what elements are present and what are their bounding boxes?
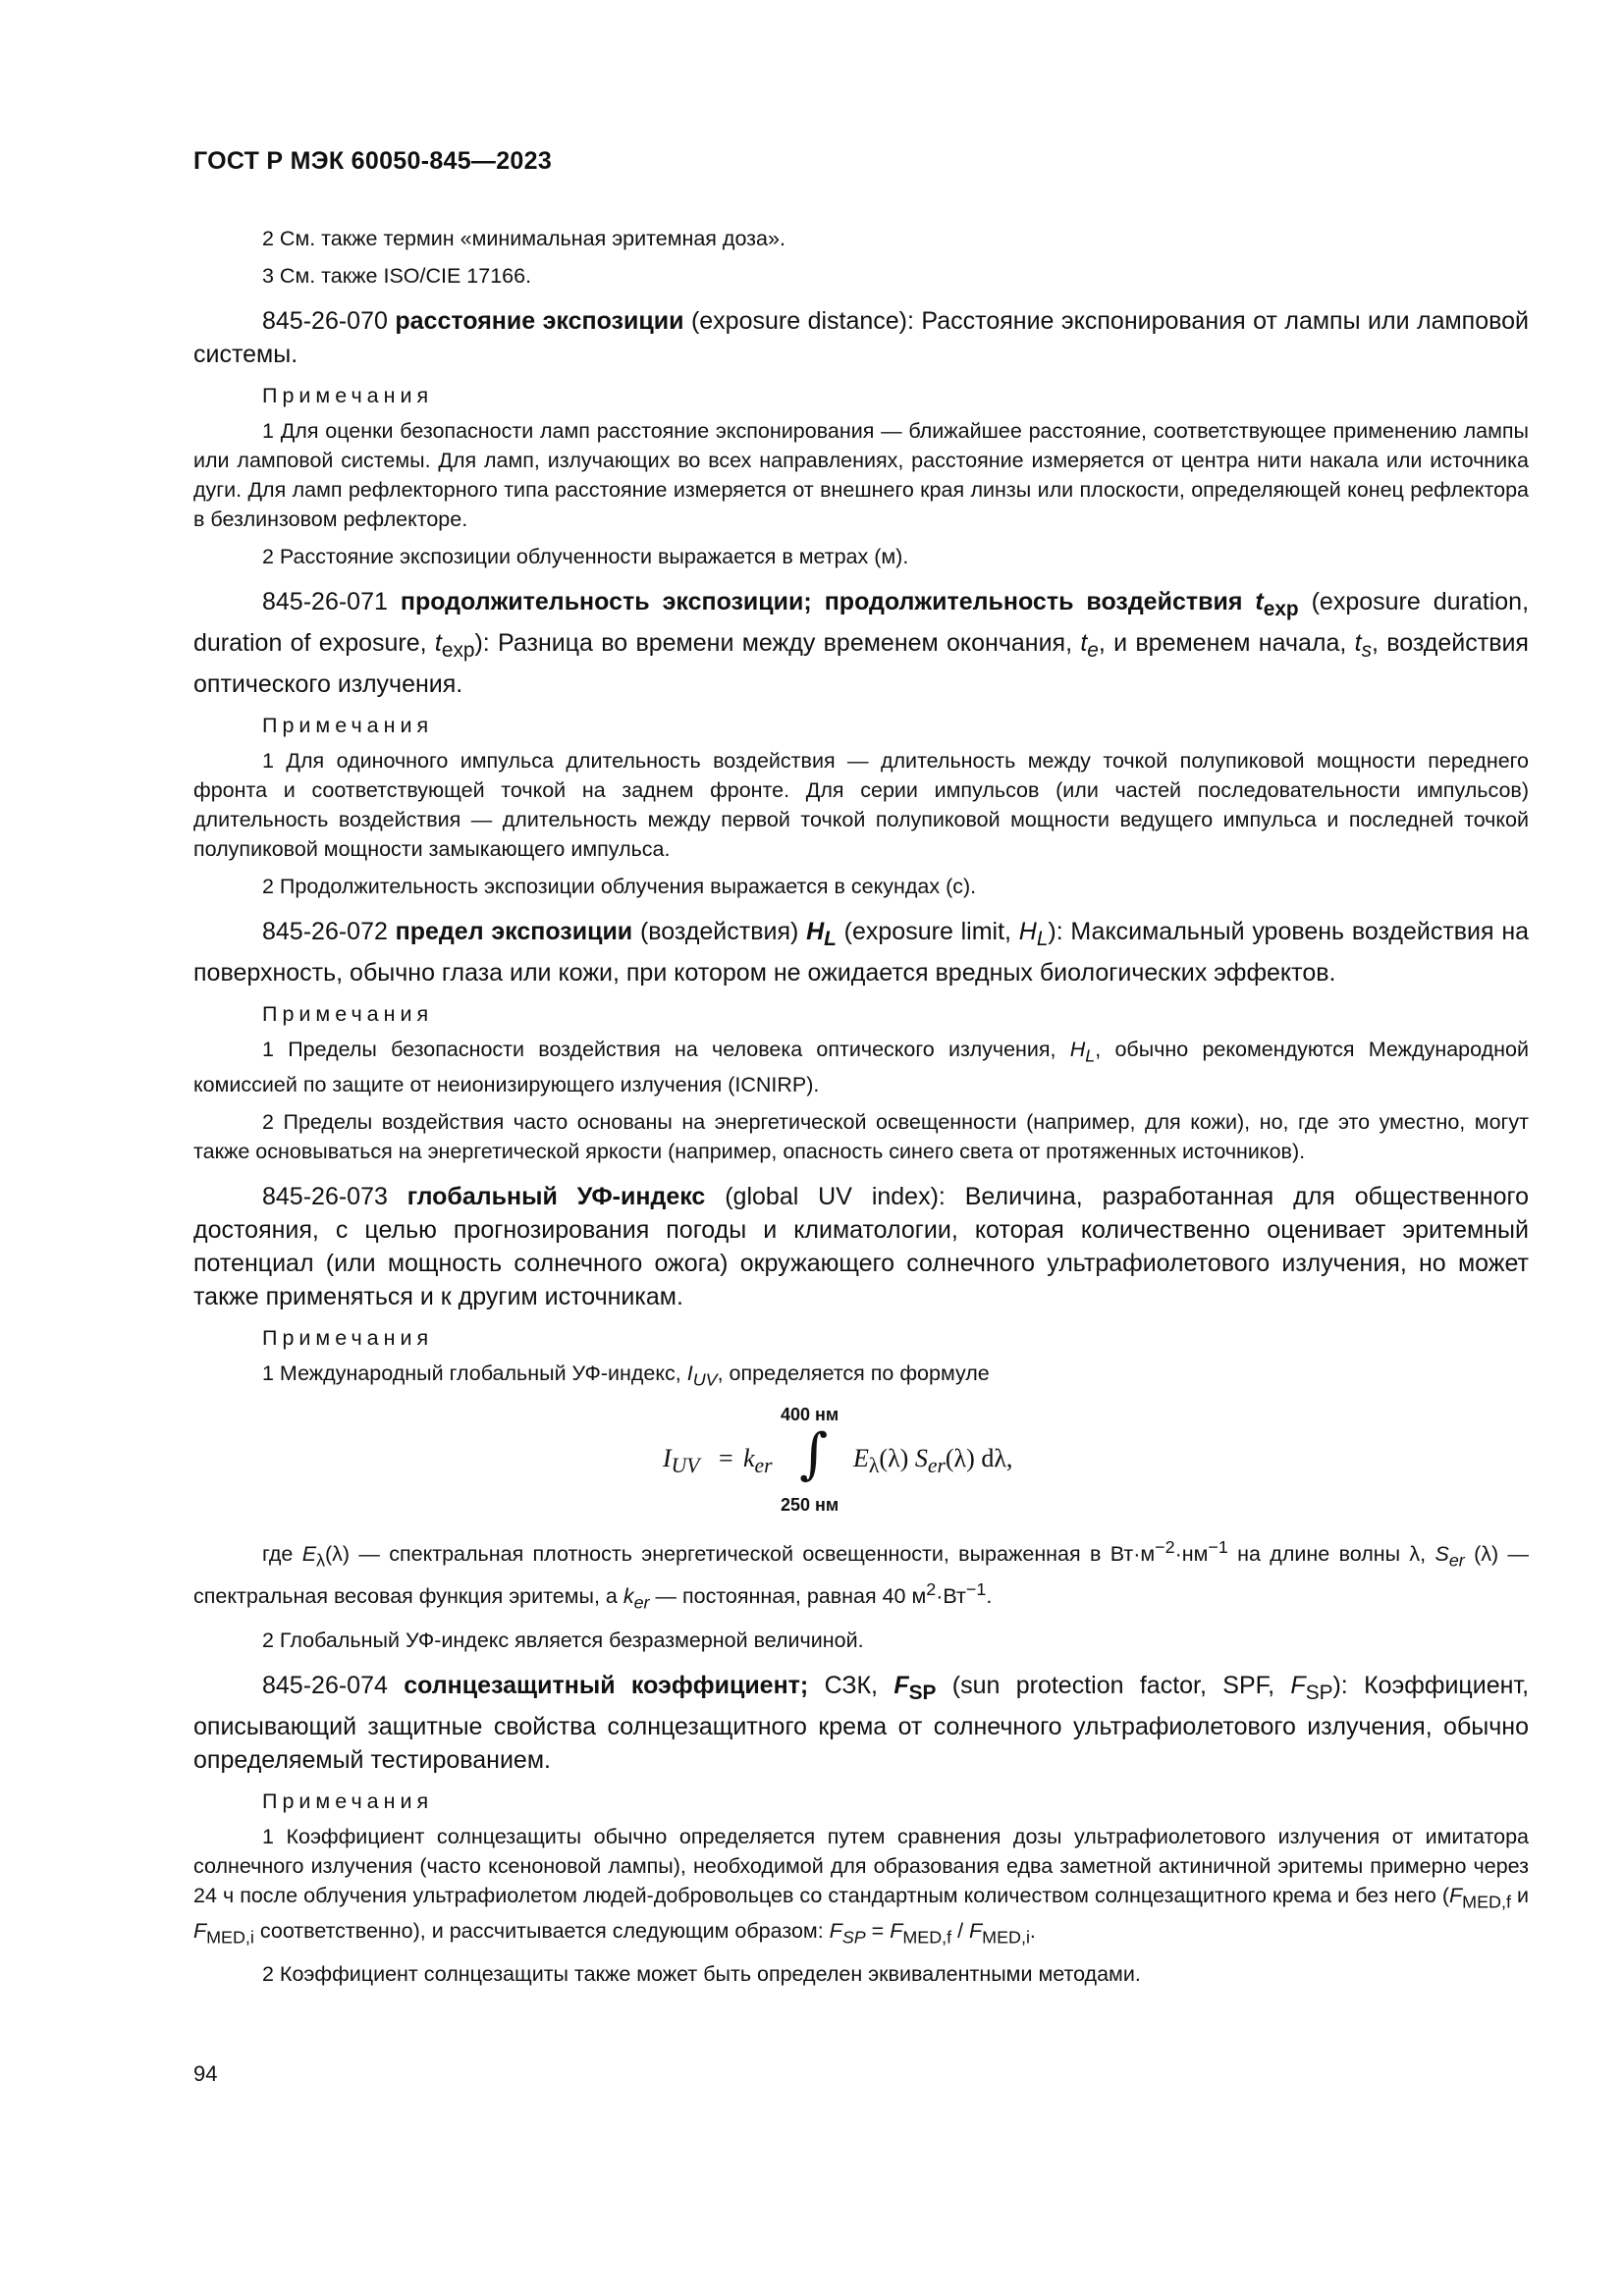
note-text: , определяется по формуле: [717, 1362, 990, 1386]
note-text: , обычно рекомендуются Международной комиссией по защите от неионизирующего излучения (ICNIRP).: [193, 1038, 1529, 1097]
formula-equals: =: [719, 1443, 733, 1472]
term-entry-072: 845-26-072 предел экспозиции (воздействия) $H_L$ (exposure limit, $H_L$): Максимальный уровень воздействия на поверхность, обычно глаза или кожи, при котором не ожидается вредных биологических эффектов.: [193, 918, 1530, 987]
term-symbol-sub: L: [824, 928, 837, 950]
notes-title: Примечания: [262, 1789, 434, 1813]
uv-index-formula: [193, 1405, 1529, 1522]
note-074-2: 2 Коэффициент солнцезащиты также может быть определен эквивалентными методами.: [262, 1962, 1141, 1987]
symbol-sub: e: [1087, 639, 1099, 662]
note-074-1: 1 Коэффициент солнцезащиты обычно определяется путем сравнения дозы ультрафиолетового излучения от имитатора солнечного излучения (часто ксеноновой лампы), необходимой для образования едва заметной актиничной эритемы примерно через 24 ч после облучения ультрафиолетом людей-добровольцев со стандартным количеством солнцезащитного крема и без него ($F_{MED,f}$ и $F_{MED,i}$ соответственно), и рассчитывается следующим образом: $F_{SP} = F_{MED,f} / F_{MED,i}$.: [193, 1824, 1529, 1948]
note-070-2: 2 Расстояние экспозиции облученности выражается в метрах (м).: [262, 545, 909, 568]
symbol-sub: UV: [692, 1369, 718, 1390]
note-073-2: 2 Глобальный УФ-индекс является безразмерной величиной.: [262, 1628, 864, 1652]
term-number: 845-26-072: [262, 918, 388, 945]
term-entry-071: 845-26-071 продолжительность экспозиции; продолжительность воздействия $t_{exp}$ (exposure duration, duration of exposure, $t_{exp}$): Разница во времени между временем окончания, $t_e$, и временем начала, $t_s$, воздействия оптического излучения.: [193, 588, 1530, 698]
term-name: солнцезащитный коэффициент;: [404, 1671, 809, 1699]
integral-sign: ∫: [799, 1421, 829, 1486]
term-name: предел экспозиции: [395, 918, 633, 945]
symbol-sub: exp: [441, 639, 475, 662]
term-definition-a: (exposure duration, duration of exposure,: [193, 588, 1530, 657]
notes-title: Примечания: [262, 714, 434, 737]
term-symbol: F: [893, 1671, 909, 1699]
formula-rhs: $E_\lambda(\lambda)$ $S_{er}(\lambda)$ dλ,: [853, 1443, 1013, 1477]
term-name: расстояние экспозиции: [395, 307, 684, 335]
term-definition-b: ): Коэффициент, описывающий защитные свойства солнцезащитного крема от солнечного ультрафиолетового излучения, обычно определяемый тестированием.: [193, 1671, 1530, 1774]
note-073-1: 1 Международный глобальный УФ-индекс, $I_{UV}$, определяется по формуле: [262, 1362, 990, 1390]
note-text: 1 Пределы безопасности воздействия на человека оптического излучения,: [262, 1038, 1056, 1061]
term-definition: (exposure distance): Расстояние экспонирования от лампы или ламповой системы.: [193, 307, 1529, 368]
term-definition-a: (sun protection factor, SPF,: [951, 1671, 1275, 1699]
term-symbol-sub: SP: [908, 1681, 937, 1704]
term-number: 845-26-070: [262, 307, 388, 335]
term-number: 845-26-073: [262, 1183, 388, 1211]
symbol-sub: s: [1361, 639, 1372, 662]
term-entry-070: [193, 304, 1529, 371]
document-body: [193, 224, 1529, 1997]
symbol-sub: L: [1036, 928, 1049, 950]
term-number: 845-26-071: [262, 588, 388, 615]
document-header: ГОСТ Р МЭК 60050-845—2023: [193, 147, 553, 175]
term-definition-d: , воздействия оптического излучения.: [193, 629, 1529, 698]
term-extra: (воздействия): [639, 918, 799, 945]
term-number: 845-26-074: [262, 1671, 388, 1699]
term-symbol: H: [806, 918, 825, 945]
term-definition: (global UV index): Величина, разработанная для общественного достояния, с целью прогнозирования погоды и климатологии, которая количественно оценивает эритемный потенциал (или мощность солнечного ожога) окружающего солнечного ультрафиолетового излучения, но может также применяться и к другим источникам.: [193, 1183, 1529, 1311]
term-definition-c: , и временем начала,: [1098, 629, 1347, 657]
integral-lower-limit: 250 нм: [781, 1494, 839, 1515]
note-072-1: 1 Пределы безопасности воздействия на человека оптического излучения, $H_L$, обычно рекомендуются Международной комиссией по защите от неионизирующего излучения (ICNIRP).: [193, 1038, 1529, 1097]
formula-explanation: где $E_\lambda(\lambda)$ — спектральная плотность энергетической освещенности, выраженная в $Вт\cdot м^{-2}\cdot нм^{-1}$ на длине волны λ, $S_{er}$ (λ) — спектральная весовая функция эритемы, а $k_{er}$ — постоянная, равная 40 $м^2\cdot Вт^{-1}$.: [193, 1536, 1529, 1613]
term-abbr: СЗК,: [824, 1671, 878, 1699]
notes-title: Примечания: [262, 384, 434, 407]
term-symbol-sub: exp: [1263, 598, 1299, 620]
term-definition-b: ): Разница во времени между временем окончания,: [474, 629, 1073, 657]
term-definition-b: ): Максимальный уровень воздействия на поверхность, обычно глаза или кожи, при котором не ожидается вредных биологических эффектов.: [193, 918, 1530, 987]
term-name: глобальный УФ-индекс: [406, 1183, 706, 1211]
note-text: 1 Международный глобальный УФ-индекс,: [262, 1362, 681, 1386]
term-definition-a: (exposure limit,: [843, 918, 1011, 945]
prelude-note: 2 См. также термин «минимальная эритемная доза».: [262, 227, 785, 250]
formula-constant: $k_{er}$: [743, 1443, 773, 1477]
notes-title: Примечания: [262, 1326, 434, 1351]
note-070-1: 1 Для оценки безопасности ламп расстояние экспонирования — ближайшее расстояние, соответствующее применению лампы или ламповой системы. Для ламп, излучающих во всех направлениях, расстояние измеряется от центра нити накала или источника дуги. Для ламп рефлекторного типа расстояние измеряется от внешнего края линзы или плоскости, определяющей конец рефлектора в безлинзовом рефлекторе.: [193, 419, 1529, 531]
page-number: 94: [193, 2061, 218, 2086]
prelude-note: 3 См. также ISO/CIE 17166.: [262, 264, 532, 288]
term-entry-073: [193, 1180, 1529, 1313]
integral-upper-limit: 400 нм: [781, 1404, 839, 1424]
notes-title: Примечания: [262, 1002, 434, 1026]
note-072-2: 2 Пределы воздействия часто основаны на энергетической освещенности (например, для кожи), но, где это уместно, могут также основываться на энергетической яркости (например, опасность синего света от протяженных источников).: [193, 1110, 1529, 1164]
symbol-sub: L: [1085, 1045, 1096, 1066]
formula-lhs: $I_{UV}$: [663, 1443, 700, 1477]
note-071-1: 1 Для одиночного импульса длительность воздействия — длительность между точкой полупиковой мощности переднего фронта и соответствующей точкой на заднем фронте. Для серии импульсов (или частей последовательности импульсов) длительность воздействия — длительность между первой точкой полупиковой мощности ведущего импульса и последней точкой полупиковой мощности замыкающего импульса.: [193, 749, 1529, 861]
note-071-2: 2 Продолжительность экспозиции облучения выражается в секундах (с).: [262, 875, 977, 898]
term-entry-074: 845-26-074 солнцезащитный коэффициент; СЗК, $F_{SP}$ (sun protection factor, SPF, $F_{SP}$): Коэффициент, описывающий защитные свойства солнцезащитного крема от солнечного ультрафиолетового излучения, обычно определяемый тестированием.: [193, 1671, 1530, 1774]
term-symbol: t: [1255, 588, 1264, 615]
term-name: продолжительность экспозиции; продолжительность воздействия: [400, 588, 1243, 615]
